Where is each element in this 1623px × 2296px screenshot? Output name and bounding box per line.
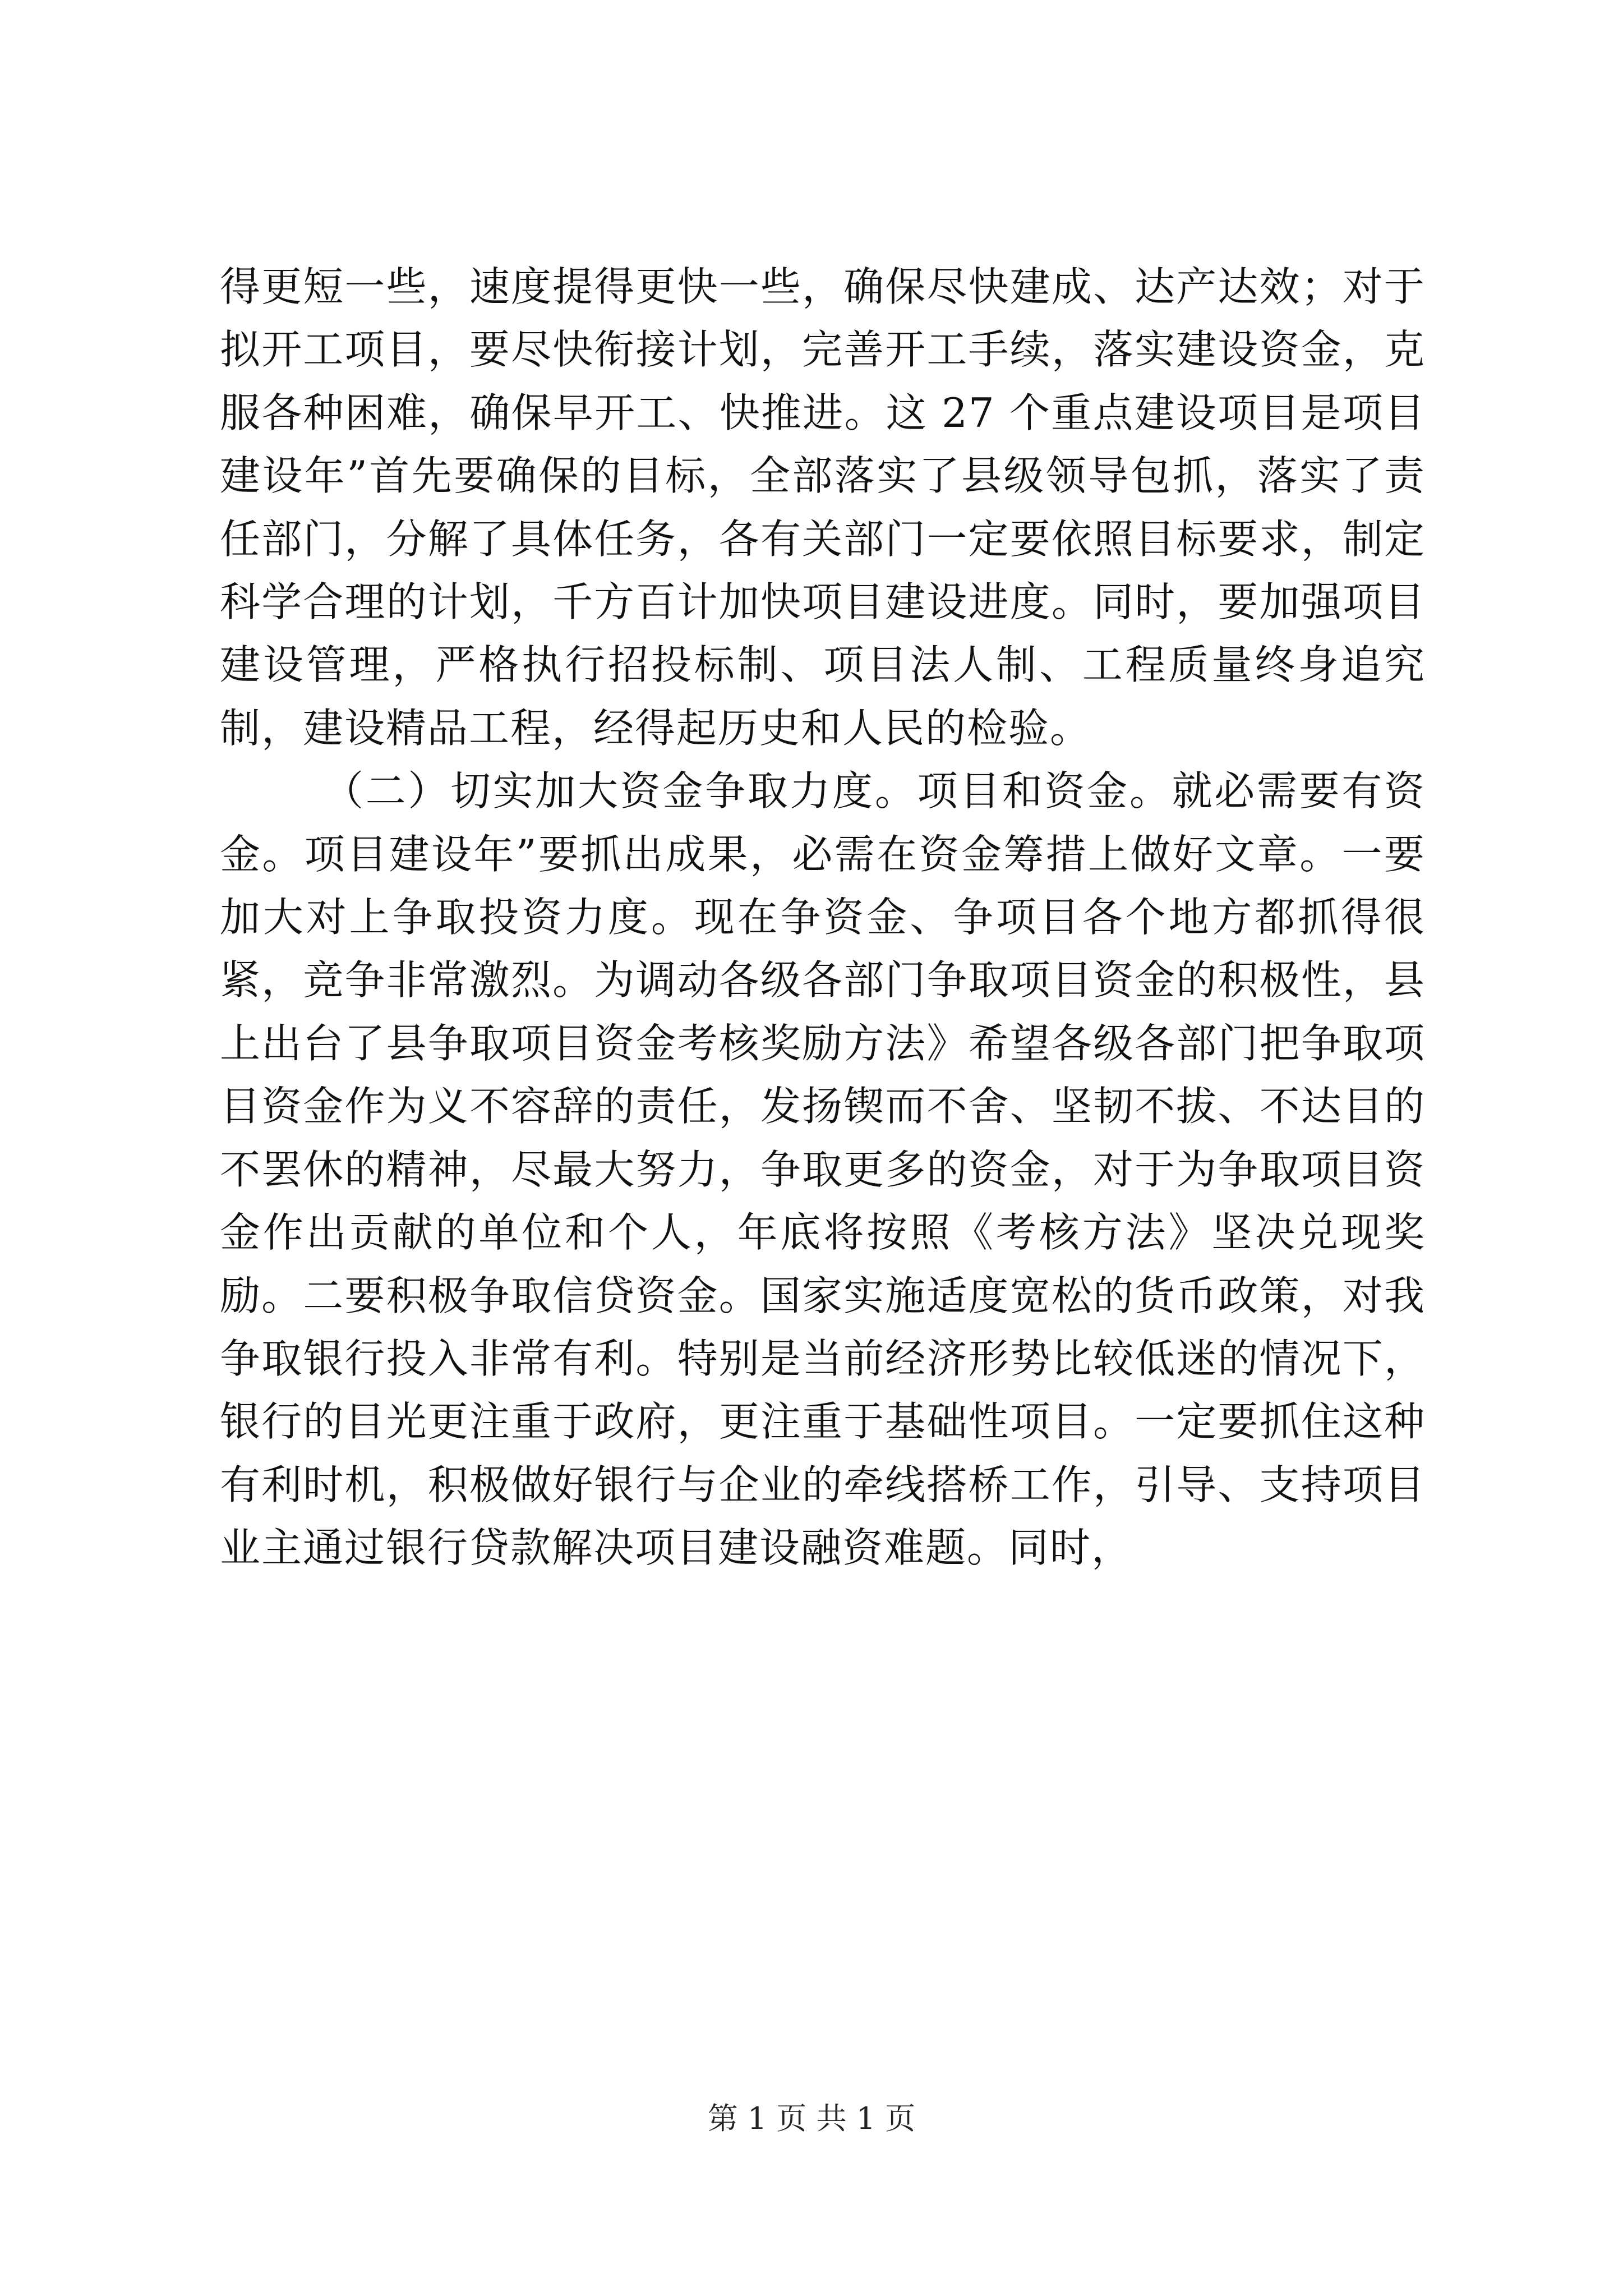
document-body xyxy=(220,255,1426,1580)
paragraph-2: （二）切实加大资金争取力度。项目和资金。就必需要有资金。项目建设年”要抓出成果，必需在资金筹措上做好文章。一要加大对上争取投资力度。现在争资金、争项目各个地方都抓得很紧，竞争非常激烈。为调动各级各部门争取项目资金的积极性，县上出台了县争取项目资金考核奖励方法》希望各级各部门把争取项目资金作为义不容辞的责任，发扬锲而不舍、坚韧不拔、不达目的不罢休的精神，尽最大努力，争取更多的资金，对于为争取项目资金作出贡献的单位和个人，年底将按照《考核方法》坚决兑现奖励。二要积极争取信贷资金。国家实施适度宽松的货币政策，对我争取银行投入非常有利。特别是当前经济形势比较低迷的情况下，银行的目光更注重于政府，更注重于基础性项目。一定要抓住这种有利时机，积极做好银行与企业的牵线搭桥工作，引导、支持项目业主通过银行贷款解决项目建设融资难题。同时， xyxy=(220,767,1426,1572)
page-footer: 第 1 页 共 1 页 xyxy=(707,2101,916,2136)
paragraph-1: 得更短一些，速度提得更快一些，确保尽快建成、达产达效；对于拟开工项目，要尽快衔接计划，完善开工手续，落实建设资金，克服各种困难，确保早开工、快推进。这 27 个重点建设项目是项目建设年”首先要确保的目标，全部落实了县级领导包抓，落实了责任部门，分解了具体任务，各有关部门一定要依照目标要求，制定科学合理的计划，千方百计加快项目建设进度。同时，要加强项目建设管理，严格执行招投标制、项目法人制、工程质量终身追究制，建设精品工程，经得起历史和人民的检验。 xyxy=(220,263,1426,752)
